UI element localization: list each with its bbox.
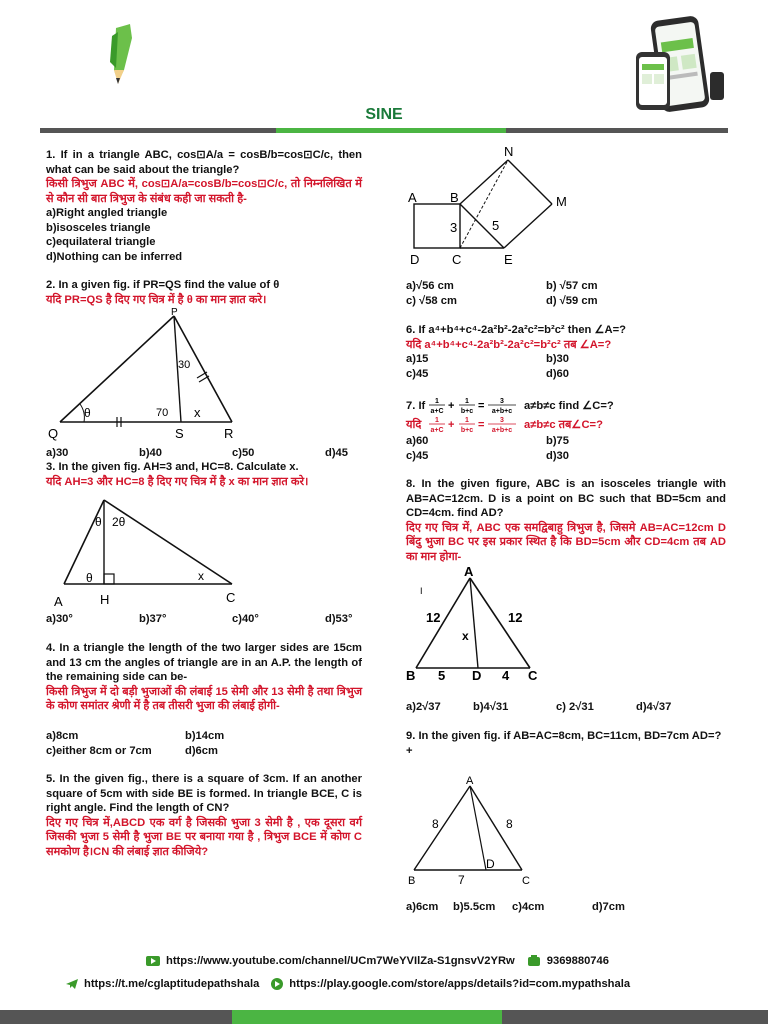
question-4-hindi: किसी त्रिभुज में दो बड़ी भुजाओं की लंबाई 15 सेमी और 13 सेमी है तथा त्रिभुज के कोण समांतर श्रेणी में है तब तीसरी भुजा की लंबाई होगी- — [46, 685, 362, 712]
question-4-english: 4. In a triangle the length of the two larger sides are 15cm and 13 cm the angles of triangle are in an A.P. the length of the remaining side can be- — [46, 642, 362, 683]
label-two-theta: 2θ — [112, 515, 126, 529]
svg-text:a+b+c: a+b+c — [491, 427, 513, 434]
label-b: B — [408, 875, 416, 887]
question-7-prefix: 7. If — [406, 400, 426, 412]
label-c: C — [452, 252, 462, 267]
label-d: D — [410, 252, 420, 267]
label-4: 4 — [502, 668, 510, 683]
label-5: 5 — [438, 668, 446, 683]
label-5: 5 — [492, 218, 500, 233]
question-2-options — [46, 446, 362, 461]
question-5-figure — [400, 142, 590, 268]
question-5-english: 5. In the given fig., there is a square of 3cm. If an another square of 5cm with side BE is formed. In triangle BCE, C is right angle. Find the length of CN? — [46, 773, 362, 814]
question-3-english: 3. In the given fig. AH=3 and, HC=8. Calculate x. — [46, 461, 299, 473]
question-6-hindi: यदि a⁴+b⁴+c⁴-2a²b²-2a²c²=b²c² तब ∠A=? — [406, 338, 612, 351]
option: a)60 — [406, 435, 429, 447]
label-a: A — [54, 594, 63, 609]
option: d) √59 cm — [546, 294, 598, 307]
question-8-options — [406, 700, 726, 715]
option: a)8cm — [46, 730, 79, 742]
play-store-icon — [271, 978, 283, 990]
question-3-figure — [46, 490, 246, 610]
svg-text:3: 3 — [500, 417, 504, 424]
label-a: A — [408, 190, 417, 205]
title-bar-left — [40, 128, 276, 133]
option: c)45 — [406, 449, 429, 462]
label-d: D — [472, 668, 482, 683]
question-4 — [46, 641, 362, 714]
svg-text:3: 3 — [500, 398, 504, 405]
label-n: N — [504, 144, 514, 159]
option: c)45 — [406, 367, 429, 380]
option: d)60 — [546, 367, 570, 380]
question-8-figure — [400, 564, 550, 686]
label-a: A — [466, 775, 474, 787]
option: b)5.5cm — [453, 901, 496, 913]
question-2-english: 2. In a given fig. if PR=QS find the value of θ — [46, 279, 280, 291]
label-c: C — [226, 590, 236, 605]
question-5 — [46, 772, 362, 859]
question-1-english: 1. If in a triangle ABC, cos⊡A/a = cosB/b=cos⊡C/c, then what can be said about the triangle? — [46, 149, 362, 176]
option: a)Right angled triangle — [46, 207, 168, 219]
question-7 — [404, 394, 644, 438]
label-3: 3 — [450, 220, 458, 235]
question-1 — [46, 148, 362, 206]
question-1-hindi: किसी त्रिभुज ABC में, cos⊡A/a=cosB/b=cos⊡C/c, तो निम्नलिखित में से कौन सी बात त्रिभुज के संबंध कही जा सकती है- — [46, 178, 362, 205]
option: a)6cm — [406, 901, 439, 913]
option: b) √57 cm — [546, 280, 598, 292]
question-1-options — [46, 206, 182, 264]
mobile-app-illustration-icon — [628, 12, 728, 116]
question-2 — [46, 278, 362, 307]
question-7-hindi-suffix: a≠b≠c तब∠C=? — [524, 419, 603, 431]
label-p: P — [171, 307, 178, 318]
svg-text:=: = — [478, 419, 485, 431]
option: d)4√37 — [636, 701, 672, 713]
svg-text:b+c: b+c — [460, 408, 474, 415]
label-r: R — [224, 426, 234, 441]
label-e: E — [504, 252, 513, 267]
question-8-english: 8. In the given figure, ABC is an isosceles triangle with AB=AC=12cm. D is a point on BC such that BD=5cm and CD=4cm. find AD? — [406, 478, 726, 519]
option: d)30 — [546, 449, 570, 462]
label-theta: θ — [84, 406, 91, 420]
question-9-english: 9. In the given fig. if AB=AC=8cm, BC=11cm, BD=7cm AD=?+ — [406, 730, 722, 757]
option: b)14cm — [185, 730, 225, 742]
footer-bar-right — [502, 1010, 768, 1024]
label-70: 70 — [156, 407, 169, 419]
question-4-options — [46, 729, 362, 758]
label-x: x — [462, 629, 469, 643]
label-theta-base: θ — [86, 571, 93, 585]
label-h: H — [100, 592, 110, 607]
svg-text:1: 1 — [435, 398, 439, 405]
label-8-right: 8 — [506, 817, 513, 831]
footer-bar-left — [0, 1010, 232, 1024]
svg-text:a+b+c: a+b+c — [491, 408, 513, 415]
question-2-hindi: यदि PR=QS है दिए गए चित्र में है θ का मान ज्ञात करे। — [46, 293, 267, 306]
question-8 — [406, 477, 726, 564]
option: b)30 — [546, 353, 570, 365]
option: a)15 — [406, 353, 429, 365]
option: d)53° — [325, 613, 353, 625]
label-q: Q — [48, 426, 59, 441]
phone-icon — [527, 955, 541, 967]
question-2-figure — [44, 306, 244, 444]
svg-text:+: + — [448, 419, 455, 431]
label-x: x — [198, 569, 204, 583]
svg-text:a+C: a+C — [430, 408, 444, 415]
option: c)50 — [232, 447, 255, 459]
question-6 — [406, 323, 726, 352]
telegram-link[interactable]: https://t.me/cglaptitudepathshala — [84, 978, 260, 990]
question-6-options — [406, 352, 726, 381]
svg-text:a+C: a+C — [430, 427, 444, 434]
option: d)Nothing can be inferred — [46, 250, 183, 263]
question-7-hindi-prefix: यदि — [406, 419, 422, 431]
option: a)2√37 — [406, 701, 441, 713]
footer-youtube-row — [146, 955, 609, 967]
label-c: C — [522, 875, 530, 887]
question-9-figure — [400, 772, 550, 888]
label-b: B — [450, 190, 459, 205]
label-12-right: 12 — [508, 610, 523, 625]
option: c) √58 cm — [406, 294, 457, 307]
phone-number[interactable]: 9369880746 — [546, 955, 609, 967]
question-9 — [406, 729, 726, 758]
option: c)either 8cm or 7cm — [46, 744, 152, 757]
option: b)4√31 — [473, 701, 509, 713]
youtube-icon — [146, 956, 160, 966]
question-3-options — [46, 612, 362, 627]
option: a)√56 cm — [406, 280, 454, 292]
question-3 — [46, 460, 362, 489]
svg-text:+: + — [448, 400, 455, 412]
option: a)30 — [46, 447, 69, 459]
svg-text:1: 1 — [465, 417, 469, 424]
play-store-link[interactable]: https://play.google.com/store/apps/details?id=com.mypathshala — [289, 978, 631, 990]
option: d)7cm — [592, 901, 625, 913]
footer-bar-center — [232, 1010, 502, 1024]
option: d)45 — [325, 447, 349, 459]
option: c)equilateral triangle — [46, 236, 156, 248]
option: b)isosceles triangle — [46, 221, 151, 234]
label-c: C — [528, 668, 538, 683]
svg-text:1: 1 — [465, 398, 469, 405]
label-theta-top: θ — [95, 515, 102, 529]
title-bar-center — [276, 128, 506, 133]
svg-text:b+c: b+c — [460, 427, 474, 434]
option: c)4cm — [512, 901, 545, 913]
label-30: 30 — [178, 359, 191, 371]
option: a)30° — [46, 613, 73, 625]
title-bar-right — [506, 128, 728, 133]
label-b: B — [406, 668, 416, 683]
question-7-options — [406, 434, 726, 463]
label-m: M — [556, 194, 567, 209]
label-8-left: 8 — [432, 817, 439, 831]
question-7-suffix: a≠b≠c find ∠C=? — [524, 400, 614, 412]
question-9-options — [406, 900, 726, 915]
page-title: SINE — [365, 106, 403, 123]
question-6-english: 6. If a⁴+b⁴+c⁴-2a²b²-2a²c²=b²c² then ∠A=? — [406, 324, 626, 336]
option: c) 2√31 — [556, 701, 594, 713]
question-5-hindi: दिए गए चित्र में,ABCD एक वर्ग है जिसकी भुजा 3 सेमी है , एक दूसरा वर्ग जिसकी भुजा 5 सेमी है भुजा BE पर बनाया गया है , त्रिभुज BCE में कोण C समकोण है।CN की लंबाई ज्ञात कीजिये? — [46, 816, 362, 858]
label-a: A — [464, 564, 474, 579]
label-d: D — [486, 857, 495, 871]
youtube-link[interactable]: https://www.youtube.com/channel/UCm7WeYVIlZa-S1gnsvV2YRw — [166, 955, 515, 967]
option: b)75 — [546, 435, 570, 447]
option: c)40° — [232, 613, 259, 625]
telegram-icon — [66, 979, 78, 989]
label-7: 7 — [458, 873, 465, 887]
footer-links-row — [66, 978, 630, 990]
question-5-options — [406, 279, 726, 308]
label-mark: I — [420, 586, 423, 596]
label-x: x — [194, 405, 201, 420]
svg-text:1: 1 — [435, 417, 439, 424]
label-s: S — [175, 426, 184, 441]
option: b)40 — [139, 447, 163, 459]
label-12-left: 12 — [426, 610, 441, 625]
question-8-hindi: दिए गए चित्र में, ABC एक समद्विबाहु त्रिभुज है, जिसमे AB=AC=12cm D बिंदु भुजा BC पर इस प्रकार स्थित है कि BD=5cm और CD=4cm तब AD का मान होगा- — [406, 521, 726, 563]
question-3-hindi: यदि AH=3 और HC=8 है दिए गए चित्र में है x का मान ज्ञात करे। — [46, 475, 309, 488]
svg-text:=: = — [478, 400, 485, 412]
option: d)6cm — [185, 744, 218, 757]
option: b)37° — [139, 613, 167, 625]
pencil-logo-icon — [98, 22, 138, 90]
